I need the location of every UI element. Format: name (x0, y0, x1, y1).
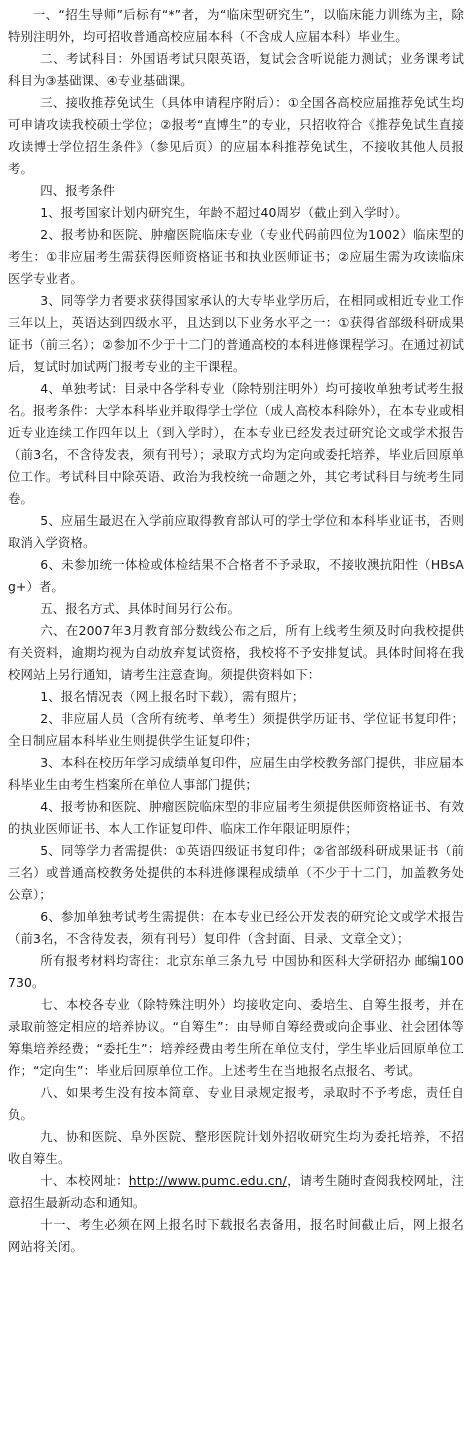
paragraph-6: 六、在2007年3月教育部分数线公布之后，所有上线考生须及时向我校提供有关资料，逾期均视为自动放弃复试资格，我校将不予安排复试。具体时间将在我校网站上另行通知，请考生注意查询。须提供资料如下： (8, 623, 464, 682)
website-link[interactable]: http://www.pumc.edu.cn/ (128, 1173, 287, 1188)
material-2: 2、非应届人员（含所有统考、单考生）须提供学历证书、学位证书复印件；全日制应届本科毕业生则提供学生证复印件； (8, 711, 464, 748)
section-heading-conditions: 四、报考条件 (40, 183, 116, 198)
mailing-address: 所有报考材料均寄往：北京东单三条九号 中国协和医科大学研招办 邮编100730。 (8, 953, 464, 990)
material-1: 1、报名情况表（网上报名时下载），需有照片； (40, 689, 305, 704)
paragraph-11: 十一、考生必须在网上报名时下载报名表备用，报名时间截止后，网上报名网站将关闭。 (8, 1217, 464, 1254)
website-suffix: ，请考生随时查阅我校网址，注意招生最新动态和通知。 (8, 1173, 464, 1210)
condition-6: 6、未参加统一体检或体检结果不合格者不予录取，不接收澳抗阳性（HBsAg+）者。 (8, 557, 464, 594)
paragraph-9: 九、协和医院、阜外医院、整形医院计划外招收研究生均为委托培养，不招收自筹生。 (8, 1129, 464, 1166)
material-6: 6、参加单独考试考生需提供：在本专业已经公开发表的研究论文或学术报告（前3名，不含待发表，须有刊号）复印件（含封面、目录、文章全文）； (8, 909, 464, 946)
condition-1: 1、报考国家计划内研究生，年龄不超过40周岁（截止到入学时）。 (40, 205, 408, 220)
paragraph-5: 五、报名方式、具体时间另行公布。 (40, 601, 241, 616)
condition-4: 4、单独考试：目录中各学科专业（除特别注明外）均可接收单独考试考生报名。报考条件：大学本科毕业并取得学士学位（成人高校本科除外），在本专业或相近专业连续工作四年以上（到入学时），在本专业已经发表过研究论文或学术报告（前3名，不含待发表，须有刊号）；录取方式均为定向或委托培养，毕业后回原单位工作。考试科目中除英语、政治为我校统一命题之外，其它考试科目与统考生同卷。 (8, 381, 464, 506)
condition-3: 3、同等学力者要求获得国家承认的大专毕业学历后，在相同或相近专业工作三年以上，英语达到四级水平，且达到以下业务水平之一：①获得省部级科研成果证书（前三名）；②参加不少于十二门的普通高校的本科进修课程学习。在通过初试后，复试时加试两门报考专业的主干课程。 (8, 293, 464, 374)
material-4: 4、报考协和医院、肿瘤医院临床型的非应届考生须提供医师资格证书、有效的执业医师证书、本人工作证复印件、临床工作年限证明原件； (8, 799, 464, 836)
material-3: 3、本科在校历年学习成绩单复印件，应届生由学校教务部门提供，非应届本科毕业生由考生档案所在单位人事部门提供； (8, 755, 464, 792)
condition-2: 2、报考协和医院、肿瘤医院临床专业（专业代码前四位为1002）临床型的考生：①非应届考生需获得医师资格证书和执业医师证书；②应届生需为攻读临床医学专业者。 (8, 227, 464, 286)
website-prefix: 十、本校网址： (40, 1173, 129, 1188)
paragraph-10-website (8, 1170, 464, 1214)
paragraph-8: 八、如果考生没有按本简章、专业目录规定报考，录取时不予考虑，责任自负。 (8, 1085, 464, 1122)
paragraph-1: 一、“招生导师”后标有“*”者，为“临床型研究生”，以临床能力训练为主，除特别注明外，均可招收普通高校应届本科（不含成人应届本科）毕业生。 (8, 7, 464, 44)
paragraph-7: 七、本校各专业（除特殊注明外）均接收定向、委培生、自筹生报考，并在录取前签定相应的培养协议。“自筹生”：由导师自筹经费或向企事业、社会团体等筹集培养经费；“委托生”：培养经费由考生所在单位支付，学生毕业后回原单位工作；“定向生”：毕业后回原单位工作。上述考生在当地报名点报名、考试。 (8, 997, 464, 1078)
paragraph-2: 二、考试科目：外国语考试只限英语，复试会含听说能力测试；业务课考试科目为③基础课、④专业基础课。 (8, 51, 464, 88)
material-5: 5、同等学力者需提供：①英语四级证书复印件；②省部级科研成果证书（前三名）或普通高校教务处提供的本科进修课程成绩单（不少于十二门，加盖教务处公章）； (8, 843, 464, 902)
paragraph-3: 三、接收推荐免试生（具体申请程序附后）：①全国各高校应届推荐免试生均可申请攻读我校硕士学位；②报考“直博生”的专业，只招收符合《推荐免试生直接攻读博士学位招生条件》（参见后页）的应届本科推荐免试生，不接收其他人员报考。 (8, 95, 464, 176)
condition-5: 5、应届生最迟在入学前应取得教育部认可的学士学位和本科毕业证书，否则取消入学资格。 (8, 513, 464, 550)
